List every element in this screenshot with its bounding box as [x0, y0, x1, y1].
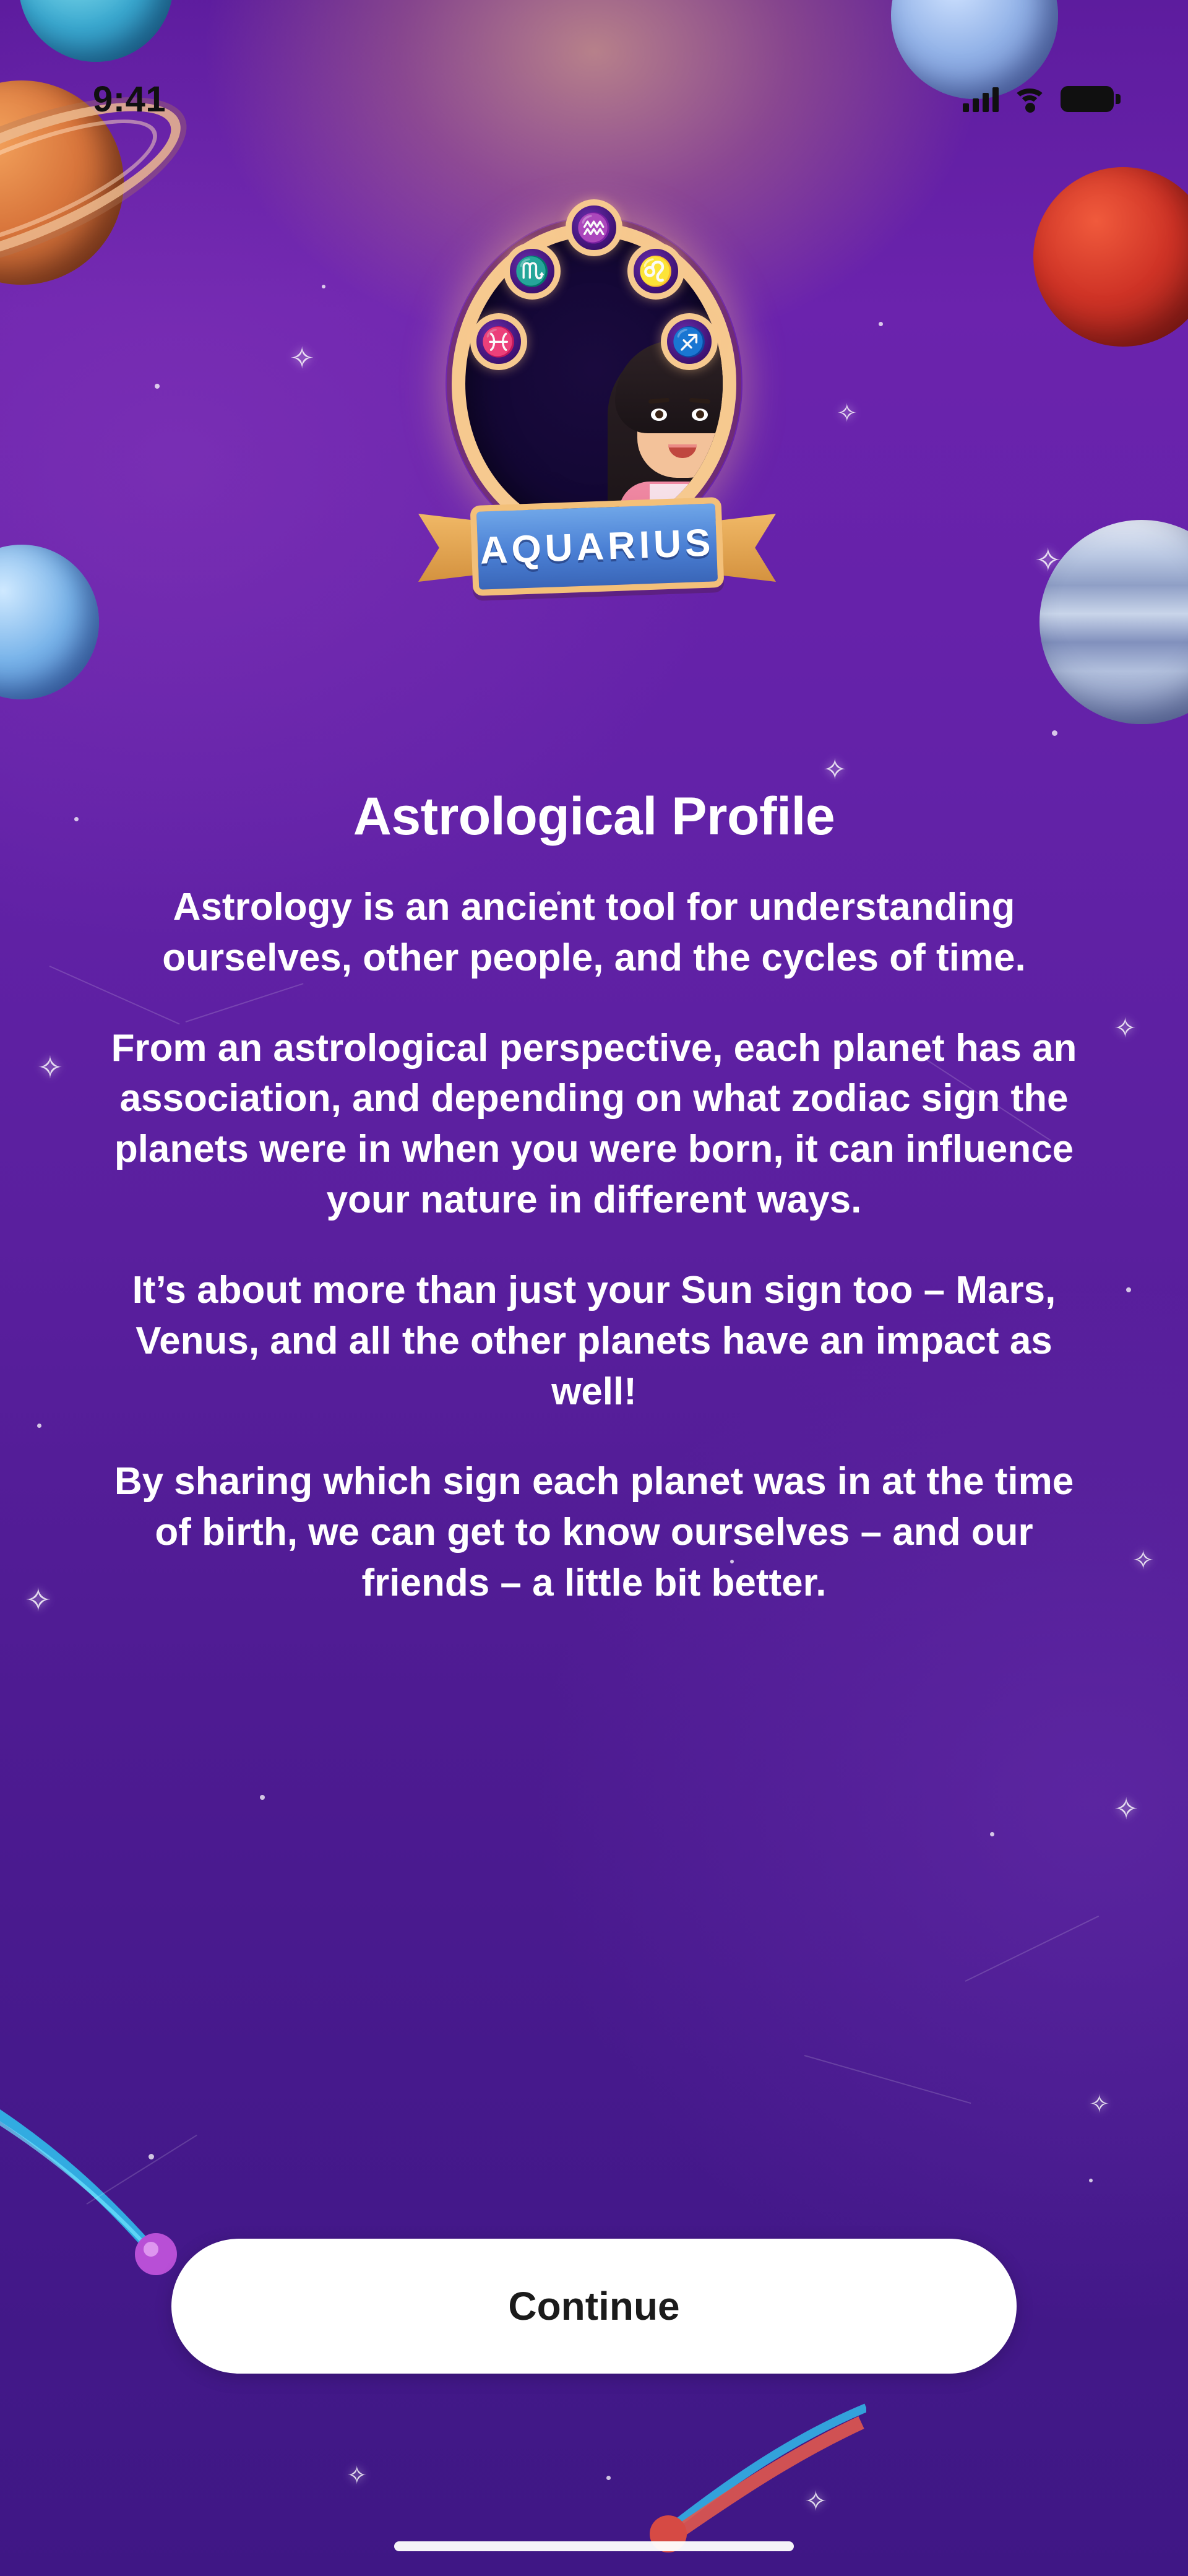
sparkle-icon: ✧: [1114, 1013, 1137, 1044]
sparkle-icon: ✧: [804, 2486, 827, 2517]
banner-plate: [470, 497, 725, 596]
sparkle-icon: ✧: [823, 753, 847, 785]
sparkle-icon: ✧: [1035, 543, 1062, 579]
avatar-eye-left: [651, 408, 667, 421]
body-copy: [93, 882, 1095, 1609]
aquarius-glyph-icon: ♒: [566, 199, 622, 256]
sparkle-icon: ✧: [1132, 1545, 1155, 1575]
zodiac-emblem: [377, 186, 811, 767]
status-indicators: [963, 86, 1114, 112]
paragraph-1: Astrology is an ancient tool for understanding ourselves, other people, and the cycles of time.: [162, 886, 1026, 979]
leo-glyph-icon: ♌: [627, 243, 684, 300]
cellular-signal-icon: [963, 86, 999, 112]
avatar-eye-right: [692, 408, 708, 421]
paragraph-4: By sharing which sign each planet was in at the time of birth, we can get to know ourselves – and our friends – a little bit better.: [114, 1460, 1074, 1605]
sparkle-icon: ✧: [37, 1050, 63, 1085]
sign-banner: [415, 489, 780, 619]
sparkle-icon: ✧: [346, 2462, 368, 2489]
sparkle-icon: ✧: [837, 400, 858, 427]
sparkle-icon: ✧: [25, 1583, 52, 1619]
status-time: 9:41: [93, 79, 166, 119]
paragraph-3: It’s about more than just your Sun sign too – Mars, Venus, and all the other planets have an impact as well!: [132, 1268, 1056, 1413]
pisces-glyph-icon: ♓: [470, 313, 527, 370]
status-bar: [0, 0, 1188, 149]
sparkle-icon: ✧: [1114, 1793, 1139, 1826]
paragraph-2: From an astrological perspective, each planet has an association, and depending on what zodiac sign the planets were in when you were born, it can influence your nature in different ways.: [111, 1026, 1077, 1222]
sagittarius-glyph-icon: ♐: [661, 313, 718, 370]
sign-name: AQUARIUS: [479, 521, 715, 573]
sparkle-icon: ✧: [290, 342, 315, 375]
battery-icon: [1061, 86, 1114, 112]
continue-button[interactable]: Continue: [171, 2239, 1017, 2374]
page-title: Astrological Profile: [353, 787, 835, 846]
wifi-icon: [1012, 86, 1047, 112]
sparkle-icon: ✧: [1089, 2091, 1110, 2118]
scorpio-glyph-icon: ♏: [504, 243, 561, 300]
